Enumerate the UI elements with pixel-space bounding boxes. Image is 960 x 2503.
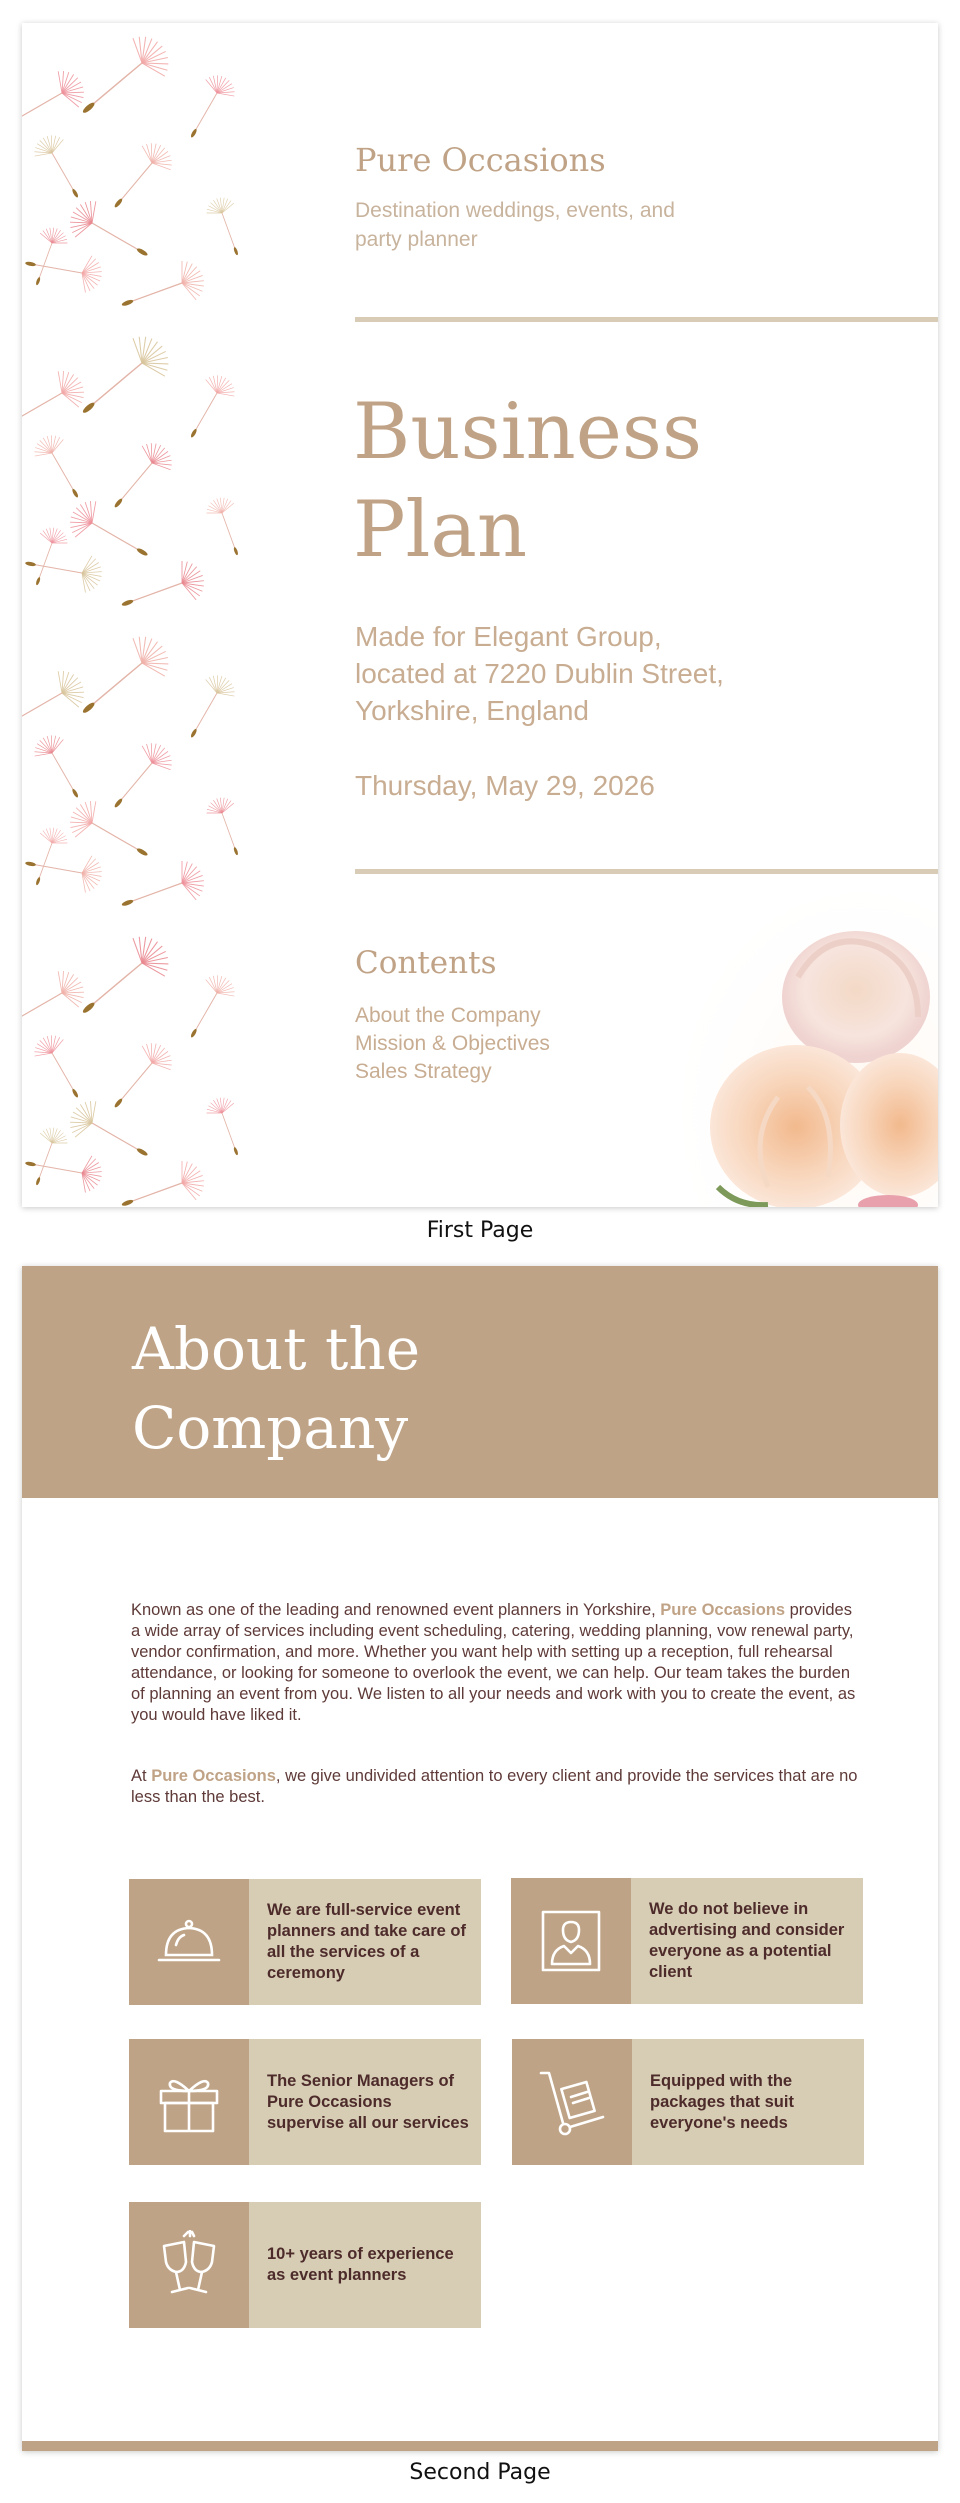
toc-item[interactable]: About the Company bbox=[355, 1004, 541, 1027]
toc-item[interactable]: Sales Strategy bbox=[355, 1060, 492, 1083]
about-page bbox=[22, 1266, 938, 2451]
page-caption: Second Page bbox=[409, 2460, 551, 2485]
person-portrait-icon bbox=[536, 1906, 606, 1976]
company-highlight: Pure Occasions bbox=[660, 1601, 786, 1619]
card-text: We are full-service event planners and take care of all the services of a ceremony bbox=[267, 1901, 466, 1982]
dandelion-pattern-image bbox=[22, 23, 272, 1207]
about-paragraph bbox=[131, 1766, 861, 1808]
toc-item[interactable]: Mission & Objectives bbox=[355, 1032, 550, 1055]
contents-heading: Contents bbox=[355, 945, 497, 981]
brand-name: Pure Occasions bbox=[355, 141, 606, 179]
card-text: The Senior Managers of Pure Occasions supervise all our services bbox=[267, 2071, 469, 2132]
gift-box-icon bbox=[154, 2067, 224, 2137]
feature-card bbox=[129, 2202, 481, 2328]
company-highlight: Pure Occasions bbox=[151, 1767, 276, 1785]
made-for-text: Made for Elegant Group, located at 7220 Dublin Street, Yorkshire, England bbox=[355, 621, 724, 726]
feature-card bbox=[511, 1878, 863, 2004]
document-title: Business Plan bbox=[353, 387, 702, 575]
peony-flowers-image bbox=[678, 887, 938, 1207]
feature-card bbox=[129, 1879, 481, 2005]
paragraph-text: At bbox=[131, 1767, 152, 1785]
card-text: Equipped with the packages that suit everyone's needs bbox=[650, 2071, 794, 2132]
hand-truck-icon bbox=[537, 2067, 607, 2137]
brand-tagline: Destination weddings, events, and party planner bbox=[355, 199, 675, 251]
divider-rule bbox=[355, 869, 938, 874]
page-caption: First Page bbox=[426, 1218, 534, 1243]
about-paragraph bbox=[131, 1600, 861, 1726]
table-of-contents bbox=[355, 1002, 550, 1086]
document-date: Thursday, May 29, 2026 bbox=[355, 770, 655, 801]
champagne-glasses-icon bbox=[154, 2230, 224, 2300]
paragraph-text: provides a wide array of services including event scheduling, catering, wedding planning, vow renewal party, vendor confirmation, and more. Whether you want help with setting up a reception, full rehearsal attendance, or looking for someone to overlook the event, we can help. Our team takes the burden of planning an event from you. We listen to all your needs and work with you to create the event, as you would have liked it. bbox=[131, 1601, 856, 1724]
feature-card bbox=[129, 2039, 481, 2165]
service-bell-icon bbox=[154, 1907, 224, 1977]
feature-card bbox=[512, 2039, 864, 2165]
paragraph-text: , we give undivided attention to every client and provide the services that are no less than the best. bbox=[131, 1767, 858, 1806]
paragraph-text: Known as one of the leading and renowned event planners in Yorkshire, bbox=[131, 1601, 661, 1619]
card-text: We do not believe in advertising and consider everyone as a potential client bbox=[649, 1900, 845, 1981]
divider-rule bbox=[355, 317, 938, 322]
header-banner bbox=[22, 1266, 938, 1498]
footer-bar bbox=[22, 2441, 938, 2451]
section-title: About the Company bbox=[132, 1315, 421, 1462]
cover-page bbox=[22, 23, 938, 1207]
card-text: 10+ years of experience as event planners bbox=[267, 2245, 454, 2284]
